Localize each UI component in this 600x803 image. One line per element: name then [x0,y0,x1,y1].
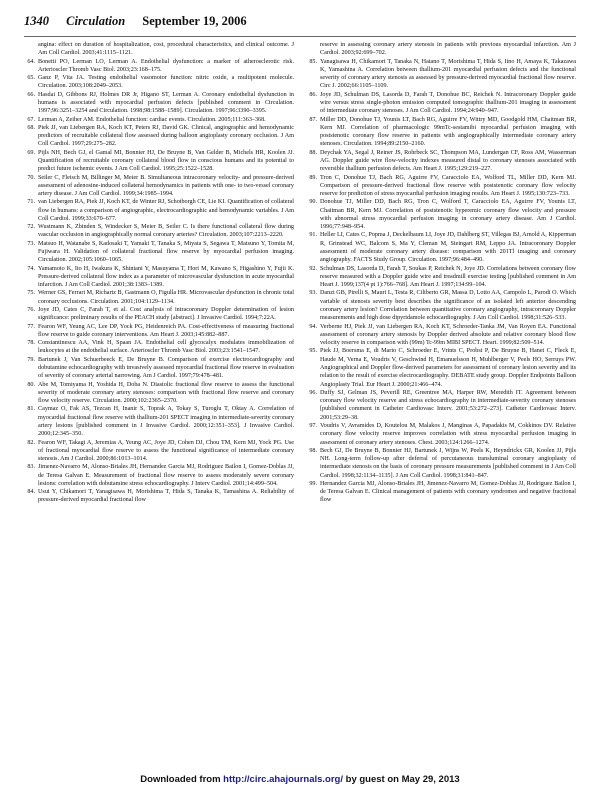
reference-entry [306,289,576,322]
reference-continuation: angina: effect on duration of hospitalization, cost, procedural characteristics, and clinical outcome. J Am Coll Cardiol. 2003;41:1115–1121. [38,42,294,57]
reference-number: 95. [309,348,317,355]
reference-entry [24,116,294,124]
reference-number: 93. [309,290,317,297]
reference-entry [306,198,576,231]
reference-text: Hasdai D, Gibbons RJ, Holmes DR Jr, Higano ST, Lerman A. Coronary endothelial dysfunction in humans is associated with myocardial perfusion defects [published comment in Circulation. 1997;96:3251–3254 and Circulation. 1998;98:1588–1589]. Circulation. 1997;96:3390–3395. [38,91,294,115]
reference-entry [24,306,294,323]
reference-number: 72. [27,224,35,231]
reference-text: Bech GJ, De Bruyne B, Bonnier HJ, Bartunek J, Wijns W, Peels K, Heyndrickx GR, Koolen JJ, Pijls NH. Long-term follow-up after deferral of percutaneous transluminal coronary angioplasty of intermediate stenosis on the basis of coronary pressure measurements [published comment in J Am Coll Cardiol. 1998;32:1134–1135]. J Am Coll Cardiol. 1998;31:841–847. [320,447,576,479]
reference-number: 81. [27,406,35,413]
reference-entry [24,381,294,406]
reference-number: 80. [27,381,35,388]
reference-text: Hernandez Garcia MJ, Alonso-Briales JH, Jimenez-Navarro M, Gomez-Doblas JJ, Rodriguez Bailon I, de Teresa Galvan E. Clinical management of patients with coronary syndromes and negative fractional flow [320,480,576,504]
reference-number: 75. [27,290,35,297]
reference-entry [24,91,294,116]
download-footer [0,774,600,785]
reference-number: 74. [27,265,35,272]
reference-number: 68. [27,124,35,131]
reference-text: Bonetti PO, Lerman LO, Lerman A. Endothelial dysfunction: a marker of atherosclerotic risk. Arterioscler Thromb Vasc Biol. 2003;23:168–175. [38,58,294,73]
issue-date: September 19, 2006 [142,14,247,28]
reference-number: 92. [309,265,317,272]
reference-column-left [24,41,294,505]
reference-number: 66. [27,91,35,98]
page-number: 1340 [24,14,49,28]
reference-text: Piek JJ, Boersma E, di Mario C, Schroeder E, Vrints C, Probst P, De Bruyne B, Hanet C, Fleck E, Haude M, Verna E, Voudris V, Geschwind H, Emanuelsson H, Muhlberger V, Peels HO, Serruys PW. Angiographical and Doppler flow-derived parameters for assessment of coronary lesion severity and its relation to the result of exercise electrocardiography. DEBATE study group. Doppler Endpoints Balloon Angioplasty Trial. Eur Heart J. 2000;21:466–474. [320,348,576,388]
reference-text: Fearon WF, Takagi A, Jeremias A, Yeung AC, Joye JD, Cohen DJ, Chou TM, Kern MJ, Yock PG. Use of fractional myocardial flow reserve to assess the functional significance of intermediate coronary stenosis. Am J Cardiol. 2000;86:1013–1014. [38,439,294,463]
reference-number: 70. [27,174,35,181]
reference-text: Bartunek J, Van Schuerbeeck E, De Bruyne B. Comparison of exercise electrocardiography and dobutamine echocardiography with invasively assessed myocardial fractional flow reserve in evaluation of severity of coronary arterial narrowing. Am J Cardiol. 1997;79:478–481. [38,356,294,380]
reference-number: 79. [27,356,35,363]
reference-text: Verberne HJ, Piek JJ, van Liebergen RA, Koch KT, Schroeder-Tanka JM, Van Royen EA. Functional assessment of coronary artery stenosis by Doppler derived absolute and relative coronary blood flow velocity reserve in comparison with (99m) Tc-99m MIBI SPECT. Heart. 1999;82:509–514. [320,323,576,347]
reference-entry [24,198,294,223]
reference-text: Voudris V, Avramides D, Koutelou M, Malakos J, Manginas A, Papadakis M, Cokkinos DV. Relative coronary flow velocity reserve improves correlation with stress myocardial perfusion imaging in assessment of coronary artery stenoses. Chest. 2003;124:1266–1274. [320,422,576,446]
reference-number: 84. [27,489,35,496]
reference-entry [24,323,294,340]
reference-number: 82. [27,439,35,446]
reference-entry [306,323,576,348]
reference-column-right [306,41,576,505]
reference-text: Constantinescu AA, Vink H, Spaan JA. Endothelial cell glycocalyx modulates immobilization of leukocytes at the endothelial surface. Arterioscler Thromb Vasc Biol. 2003;23:1541–1547. [38,340,294,355]
reference-entry [24,439,294,464]
reference-number: 73. [27,240,35,247]
reference-entry [306,389,576,422]
reference-number: 83. [27,464,35,471]
reference-text: Miller DD, Donohue TJ, Younis LT, Bach RG, Aguirre FV, Wittry MD, Goodgold HM, Chaitman BR, Kern MJ. Correlation of pharmacologic 99mTc-sestamibi myocardial perfusion imaging with poststenotic coronary flow reserve in patients with angiographically intermediate coronary artery stenoses. Circulation. 1994;89:2150–2160. [320,116,576,148]
reference-entry [24,149,294,174]
reference-text: Heller LI, Cates C, Popma J, Deckelbaum LI, Joye JD, Dahlberg ST, Villegas BJ, Arnold A, Kipperman R, Grinstead WC, Balcom S, Ma Y, Cleman M, Steingart RM, Leppo JA. Intracoronary Doppler assessment of moderate coronary artery disease: comparison with 201Tl imaging and coronary angiography. FACTS Study Group. Circulation. 1997;96:484–490. [320,232,576,264]
reference-number: 90. [309,199,317,206]
reference-number: 87. [309,116,317,123]
reference-text: Lerman A, Zeiher AM. Endothelial function: cardiac events. Circulation. 2005;111:363–368. [38,116,266,123]
reference-number: 78. [27,340,35,347]
reference-text: Matsuo H, Watanabe S, Kadosaki T, Yamaki T, Tanaka S, Miyata S, Segawa T, Matsuno Y, Tomita M, Fujiwara H. Validation of collateral fractional flow reserve by myocardial perfusion imaging. Circulation. 2002;105:1060–1065. [38,240,294,264]
reference-number: 67. [27,116,35,123]
reference-number: 71. [27,199,35,206]
reference-text: Jimenez-Navarro M, Alonso-Briales JH, Hernandez Garcia MJ, Rodriguez Bailon I, Gomez-Doblas JJ, de Teresa Galvan E. Measurement of fractional flow reserve to assess moderately severe coronary lesions: correlation with dobutamine stress echocardiography. J Interv Cardiol. 2001;14:499–504. [38,464,294,487]
reference-entry [24,463,294,488]
reference-entry [24,488,294,505]
reference-number: 99. [309,480,317,487]
header-rule [24,36,576,37]
reference-entry [24,405,294,438]
reference-text: Danzi GB, Pirelli S, Mauri L, Testa R, Ciliberto GR, Massa D, Lotto AA, Campolo L, Parodi O. Which variable of stenosis severity best describes the significance of an isolated left anterior descending coronary artery lesion? Correlation between quantitative coronary angiography, intracoronary Doppler measurements and high dose dipyridamole echocardiography. J Am Coll Cardiol. 1998;31:526–533. [320,290,576,322]
reference-number: 88. [309,149,317,156]
reference-entry [306,116,576,149]
reference-number: 91. [309,232,317,239]
reference-entry [306,91,576,116]
reference-entry [306,480,576,505]
reference-continuation: reserve in assessing coronary artery stenosis in patients with previous myocardial infarction. Am J Cardiol. 2003;92:699–702. [320,42,576,57]
reference-number: 85. [309,58,317,65]
reference-entry [306,174,576,199]
reference-entry [306,447,576,480]
reference-number: 76. [27,307,35,313]
reference-text: Duffy SJ, Gelman JS, Peverill RE, Greentree MA, Harper RW, Meredith IT. Agreement between coronary flow velocity reserve and stress echocardiography in intermediate-severity coronary stenoses [published comment in Catheter Cardiovasc Interv. 2001;53:272–273]. Catheter Cardiovasc Interv. 2001;53:29–38. [320,389,576,421]
reference-entry [306,231,576,264]
journal-name: Circulation [66,14,126,28]
reference-text: Tron C, Donohue TJ, Bach RG, Aguirre FV, Caracciolo EA, Wolford TL, Miller DD, Kern MJ. Comparison of pressure-derived fractional flow reserve with poststenotic coronary flow velocity reserve for prediction of stress myocardial perfusion imaging results. Am Heart J. 1995;130:723–733. [320,174,576,198]
reference-entry [306,422,576,447]
reference-number: 64. [27,58,35,65]
reference-entry [24,223,294,240]
reference-entry [24,240,294,265]
reference-text: Usui Y, Chikamori T, Yanagisawa H, Morishima T, Hida S, Tanaka K, Tamashina A. Reliability of pressure-derived myocardial fractional flow [38,489,294,504]
reference-text: Werner GS, Ferrari M, Richartz B, Gastmann O, Figulla HR. Microvascular dysfunction in chronic total coronary occlusions. Circulation. 2001;104:1129–1134. [38,290,294,305]
reference-text: Ganz P, Vita JA. Testing endothelial vasomotor function: nitric oxide, a multipotent molecule. Circulation. 2003;108:2049–2053. [38,75,294,90]
reference-text: Deychak YA, Segal J, Reiner JS, Rohrbeck SC, Thompson MA, Lundergan CF, Ross AM, Wasserman AG. Doppler guide wire flow-velocity indexes measured distal to coronary stenoses associated with reversible thallium perfusion defects. Am Heart J. 1995;129:219–227. [320,149,576,173]
footer-link[interactable]: http://circ.ahajournals.org/ [223,774,343,785]
reference-text: Wustmann K, Zbinden S, Windecker S, Meier B, Seiler C. Is there functional collateral flow during vascular occlusion in angiographically normal coronary arteries? Circulation. 2003;107:2213–2220. [38,224,294,239]
reference-number: 86. [309,91,317,98]
reference-entry [306,58,576,91]
reference-text: van Liebergen RA, Piek JJ, Koch KT, de Winter RJ, Schotborgh CE, Lie KI. Quantification of collateral flow in humans: a comparison of angiographic, electrocardiographic and hemodynamic variables. J Am Coll Cardiol. 1999;33:670–677. [38,199,294,222]
reference-text: Fearon WF, Yeung AC, Lee DP, Yock PG, Heidenreich PA. Cost-effectiveness of measuring fractional flow reserve to guide coronary interventions. Am Heart J. 2003;145:882–887. [38,323,294,338]
reference-text: Schulman DS, Lasorda D, Farah T, Soukas P, Reichek N, Joye JD. Correlations between coronary flow reserve measured with a Doppler guide wire and treadmill exercise testing [published comment in Am Heart J. 1999;137(4 pt 1):766–768]. Am Heart J. 1997;134:99–104. [320,265,576,289]
reference-entry [24,124,294,149]
reference-text: Abe M, Tomiyama H, Yoshida H, Doba N. Diastolic fractional flow reserve to assess the functional severity of moderate coronary artery stenoses: comparison with fractional flow reserve and coronary flow velocity reserve. Circulation. 2000;102:2365–2370. [38,381,294,405]
reference-number: 69. [27,149,35,156]
reference-text: Yamamoto K, Ito H, Iwakura K, Shintani Y, Masuyama T, Hori M, Kawano S, Higashino Y, Fujii K. Pressure-derived collateral flow index as a parameter of microvascular dysfunction in acute myocardial infarction. J Am Coll Cardiol. 2001;38:1383–1389. [38,265,294,289]
reference-entry [24,289,294,306]
reference-number: 77. [27,323,35,330]
reference-number: 97. [309,422,317,429]
reference-number: 96. [309,389,317,396]
reference-entry [24,356,294,381]
reference-text: Piek JJ, van Liebergen RA, Koch KT, Peters RJ, David GK. Clinical, angiographic and hemodynamic predictors of recruitable collateral flow assessed during balloon angioplasty coronary occlusion. J Am Coll Cardiol. 1997;29:275–282. [38,124,294,148]
reference-number: 94. [309,323,317,330]
reference-entry [24,58,294,75]
reference-text: Donohue TJ, Miller DD, Bach RG, Tron C, Wolford T, Caracciolo EA, Aguirre FV, Younis LT, Chaitman BR, Kern MJ. Correlation of poststenotic hyperemic coronary flow velocity and pressure with abnormal stress myocardial perfusion imaging in coronary artery disease. Am J Cardiol. 1996;77:948–954. [320,199,576,231]
reference-entry [306,149,576,174]
reference-text: Joye JD, Schulman DS, Lasorda D, Farah T, Donohue BC, Reichek N. Intracoronary Doppler guide wire versus stress single-photon emission computed tomographic thallium-201 imaging in assessment of intermediate coronary stenoses. J Am Coll Cardiol. 1994;24:940–947. [320,91,576,115]
reference-text: Caymaz O, Fak AS, Tezcan H, Inanir S, Toprak A, Tokay S, Turoglu T, Oktay A. Correlation of myocardial fractional flow reserve with thallium-201 SPECT imaging in intermediate-severity coronary artery lesions [published comment in J Invasive Cardiol. 2000;12:351–353]. J Invasive Cardiol. 2000;12:345–350. [38,406,294,438]
footer-suffix: by guest on May 29, 2013 [343,774,460,785]
reference-entry [306,265,576,290]
reference-entry [306,347,576,388]
reference-entry [24,339,294,356]
reference-text: Pijls NH, Bech GJ, el Gamal MI, Bonnier HJ, De Bruyne B, Van Gelder B, Michels HR, Koolen JJ. Quantification of recruitable coronary collateral blood flow in conscious humans and its potential to predict future ischemic events. J Am Coll Cardiol. 1995;25:1522–1528. [38,149,294,173]
reference-text: Yanagisawa H, Chikamori T, Tanaka N, Hatano T, Morishima T, Hida S, Iino H, Amaya K, Takazawa K, Yamashina A. Correlation between thallium-201 myocardial perfusion defects and the functional severity of coronary artery stenosis as assessed by pressure-derived myocardial fractional flow reserve. Circ J. 2002;66:1105–1109. [320,58,576,90]
running-header [24,14,576,34]
reference-text: Joye JD, Cates C, Farah T, et al. Cost analysis of intracoronary Doppler determination of lesion significance: preliminary results of the PEACH study [abstract]. J Invasive Cardiol. 1994;7:22A. [38,307,294,322]
reference-number: 98. [309,447,317,454]
reference-entry [24,265,294,290]
reference-entry [24,174,294,199]
reference-text: Seiler C, Fleisch M, Billinger M, Meier B. Simultaneous intracoronary velocity- and pressure-derived assessment of adenosine-induced collateral hemodynamics in patients with one- to two-vessel coronary artery disease. J Am Coll Cardiol. 1999;34:1985–1994. [38,174,294,198]
footer-prefix: Downloaded from [140,774,224,785]
reference-number: 89. [309,174,317,181]
reference-entry [24,74,294,91]
reference-number: 65. [27,75,35,82]
